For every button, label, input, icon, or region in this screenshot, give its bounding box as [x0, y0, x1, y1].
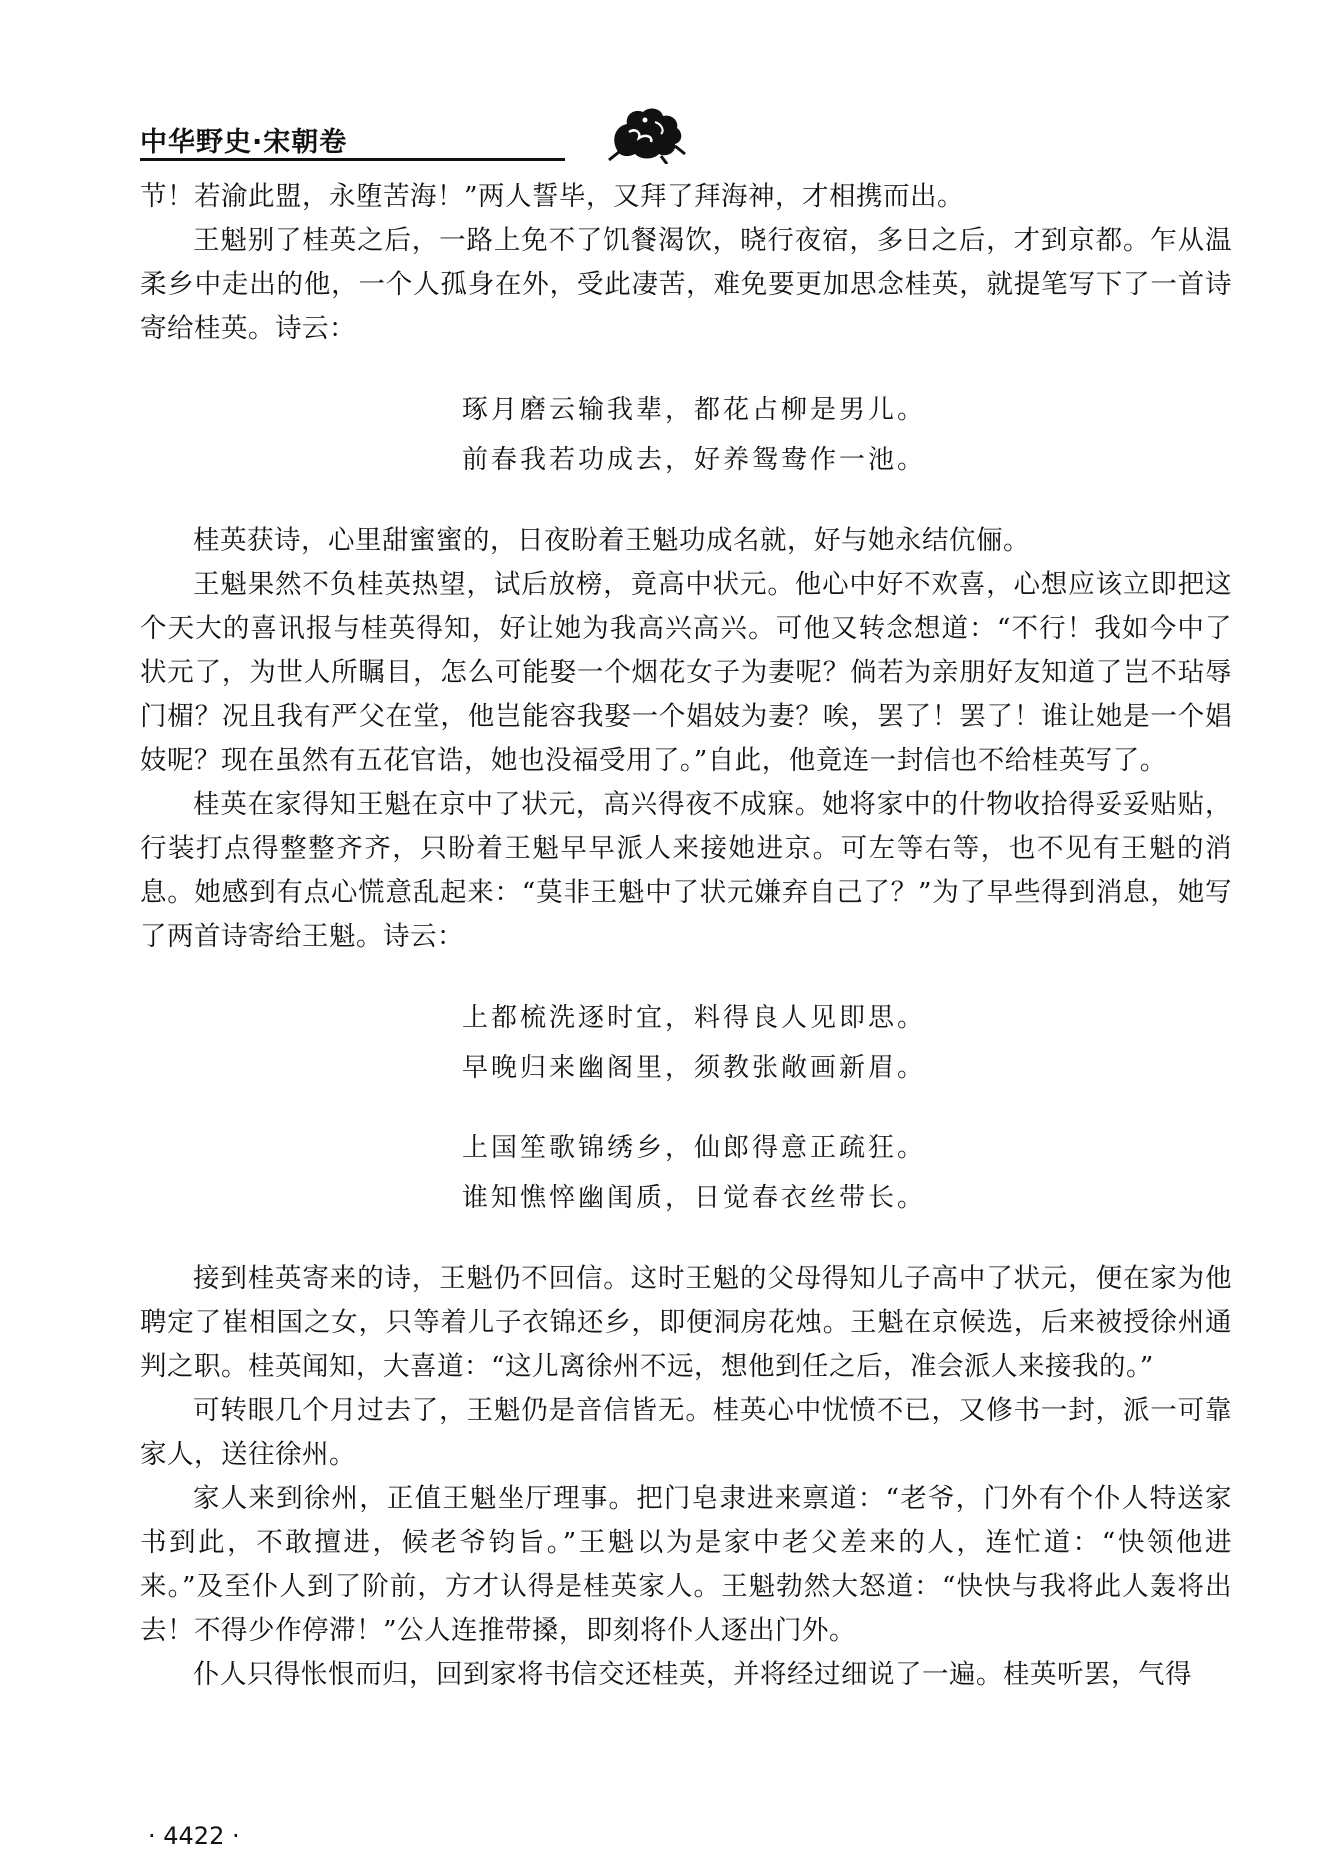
paragraph: 王魁果然不负桂英热望，试后放榜，竟高中状元。他心中好不欢喜，心想应该立即把这个天大的喜讯报与桂英得知，好让她为我高兴高兴。可他又转念想道：“不行！我如今中了状元了，为世人所瞩目，怎么可能娶一个烟花女子为妻呢？倘若为亲朋好友知道了岂不玷辱门楣？况且我有严父在堂，他岂能容我娶一个娼妓为妻？唉，罢了！罢了！谁让她是一个娼妓呢？现在虽然有五花官诰，她也没福受用了。”自此，他竟连一封信也不给桂英写了。 — [140, 569, 1232, 776]
header-rule — [140, 158, 565, 161]
poem-line: 琢月磨云输我辈，都花占柳是男儿。 — [462, 395, 927, 425]
paragraph: 王魁别了桂英之后，一路上免不了饥餐渴饮，晓行夜宿，多日之后，才到京都。乍从温柔乡中走出的他，一个人孤身在外，受此凄苦，难免要更加思念桂英，就提笔写下了一首诗寄给桂英。诗云： — [140, 225, 1232, 344]
poem-block — [140, 385, 1232, 485]
paragraph: 桂英获诗，心里甜蜜蜜的，日夜盼着王魁功成名就，好与她永结伉俪。 — [193, 525, 1030, 556]
running-header — [140, 110, 1230, 160]
poem-line: 上都梳洗逐时宜，料得良人见即思。 — [462, 1003, 927, 1033]
page-body — [140, 175, 1232, 1697]
paragraph: 仆人只得怅恨而归，回到家将书信交还桂英，并将经过细说了一遍。桂英听罢，气得 — [193, 1659, 1192, 1690]
poem-line: 早晚归来幽阁里，须教张敞画新眉。 — [462, 1053, 927, 1083]
page-number: · 4422 · — [148, 1822, 240, 1850]
running-header-title: 中华野史·宋朝卷 — [140, 127, 348, 158]
paragraph: 家人来到徐州，正值王魁坐厅理事。把门皂隶进来禀道：“老爷，门外有个仆人特送家书到此，不敢擅进，候老爷钧旨。”王魁以为是家中老父差来的人，连忙道：“快领他进来。”及至仆人到了阶前，方才认得是桂英家人。王魁勃然大怒道：“快快与我将此人轰将出去！不得少作停滞！”公人连推带搡，即刻将仆人逐出门外。 — [140, 1483, 1232, 1646]
poem-block — [140, 993, 1232, 1223]
poem-line: 前春我若功成去，好养鸳鸯作一池。 — [462, 445, 927, 475]
poem-line: 上国笙歌锦绣乡，仙郎得意正疏狂。 — [462, 1133, 927, 1163]
dragon-icon — [605, 102, 687, 164]
paragraph: 桂英在家得知王魁在京中了状元，高兴得夜不成寐。她将家中的什物收拾得妥妥贴贴，行装打点得整整齐齐，只盼着王魁早早派人来接她进京。可左等右等，也不见有王魁的消息。她感到有点心慌意乱起来：“莫非王魁中了状元嫌弃自己了？”为了早些得到消息，她写了两首诗寄给王魁。诗云： — [140, 789, 1232, 952]
stanza-gap — [140, 1093, 1232, 1123]
paragraph: 可转眼几个月过去了，王魁仍是音信皆无。桂英心中忧愤不已，又修书一封，派一可靠家人，送往徐州。 — [140, 1395, 1232, 1470]
paragraph: 节！若渝此盟，永堕苦海！”两人誓毕，又拜了拜海神，才相携而出。 — [140, 181, 965, 212]
paragraph: 接到桂英寄来的诗，王魁仍不回信。这时王魁的父母得知儿子高中了状元，便在家为他聘定了崔相国之女，只等着儿子衣锦还乡，即便洞房花烛。王魁在京候选，后来被授徐州通判之职。桂英闻知，大喜道：“这儿离徐州不远，想他到任之后，准会派人来接我的。” — [140, 1263, 1232, 1382]
poem-line: 谁知憔悴幽闺质，日觉春衣丝带长。 — [462, 1183, 927, 1213]
